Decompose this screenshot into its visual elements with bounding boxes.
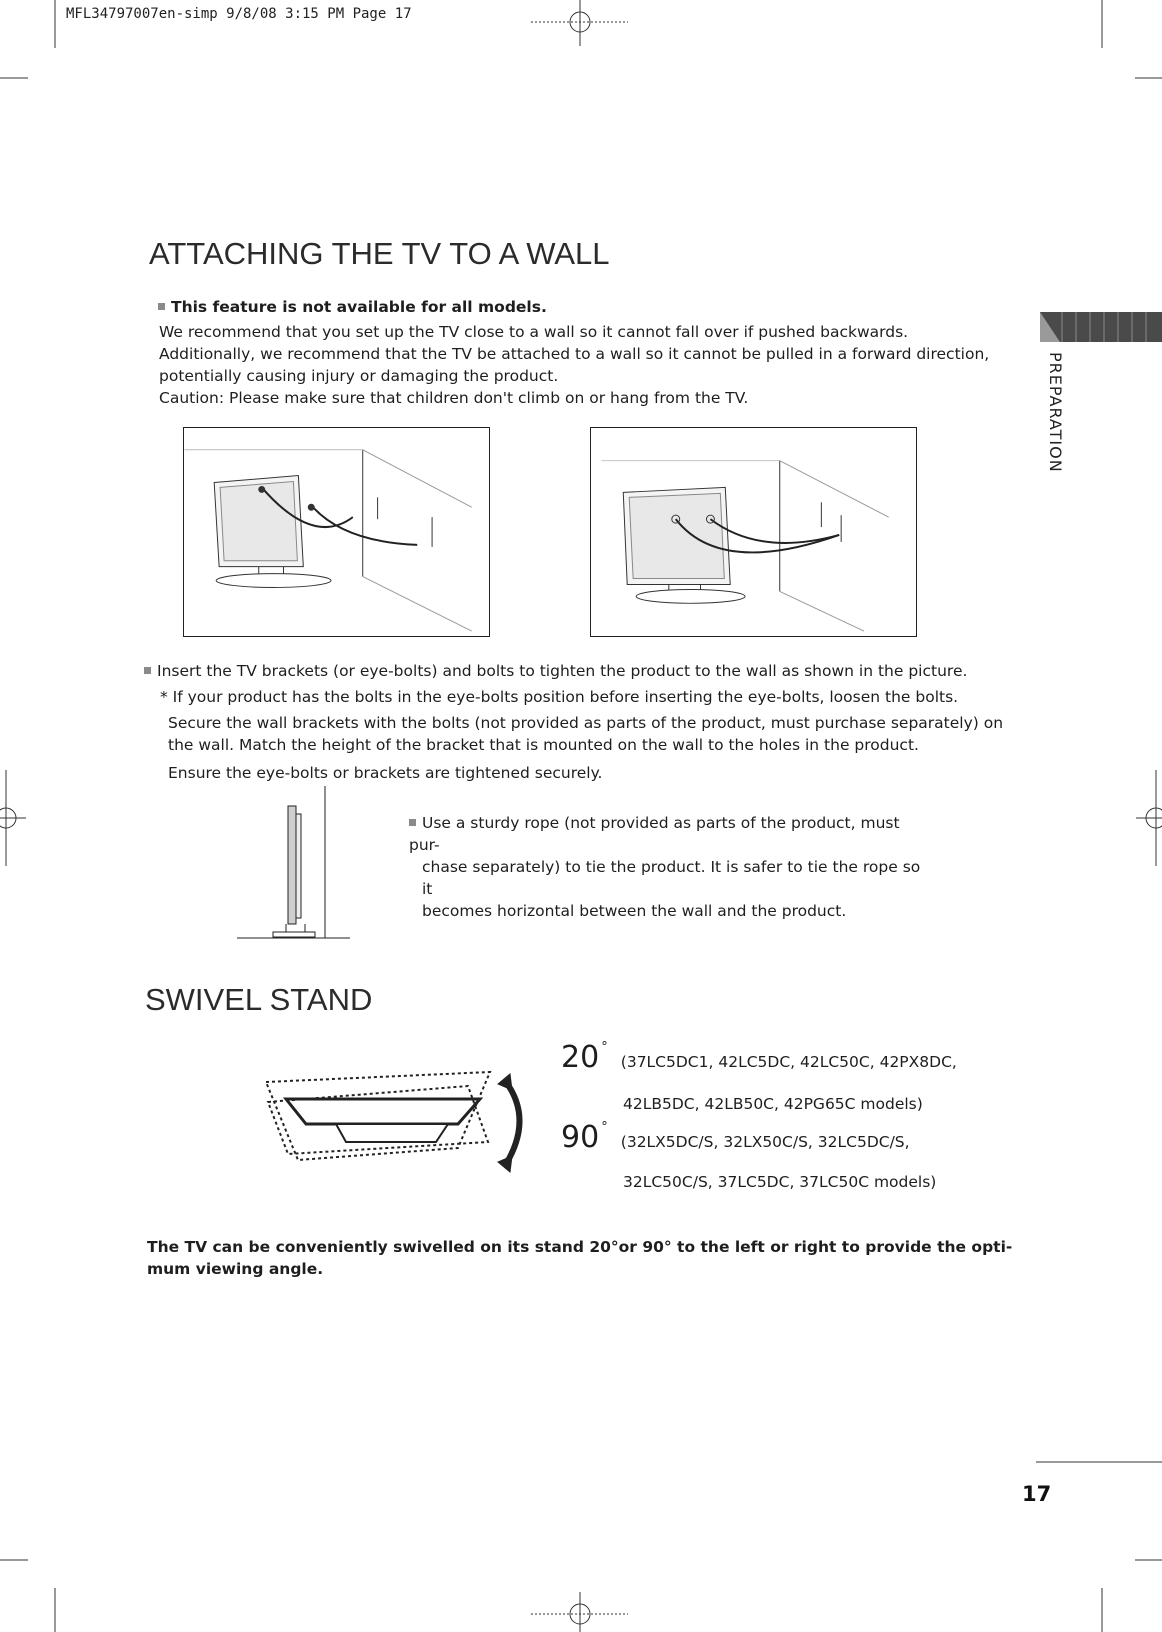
section-title-wall: ATTACHING THE TV TO A WALL [149, 236, 610, 271]
instructions-main [144, 660, 1044, 682]
angle-20-number: 20 [561, 1040, 600, 1075]
bullet-icon [409, 819, 416, 826]
rope-tie-illustration [235, 786, 355, 942]
wall-mount-illustration-2 [590, 427, 917, 637]
intro-line: potentially causing injury or damaging the product. [159, 367, 559, 385]
section-tab-label: PREPARATION [1046, 352, 1065, 473]
instructions-star-note: * If your product has the bolts in the eye-bolts position before inserting the eye-bolts, loosen the bolts. [160, 688, 959, 706]
swivel-stand-illustration [258, 1064, 523, 1176]
print-header: MFL34797007en-simp 9/8/08 3:15 PM Page 17 [66, 6, 412, 22]
instructions-main-text: Insert the TV brackets (or eye-bolts) and bolts to tighten the product to the wall as shown in the picture. [157, 662, 968, 680]
intro-paragraph [159, 321, 999, 409]
section-title-swivel: SWIVEL STAND [145, 982, 373, 1017]
wall-mount-illustration-1 [183, 427, 490, 637]
instructions-ensure: Ensure the eye-bolts or brackets are tightened securely. [168, 764, 603, 782]
intro-line: We recommend that you set up the TV close to a wall so it cannot fall over if pushed backwards. [159, 323, 909, 341]
page-number: 17 [1022, 1482, 1052, 1506]
bullet-icon [158, 303, 165, 310]
swivel-description-line: mum viewing angle. [147, 1260, 324, 1278]
angle-20-value [561, 1040, 608, 1075]
angle-20-models-line-1: (37LC5DC1, 42LC5DC, 42LC50C, 42PX8DC, [620, 1053, 957, 1071]
instructions-secure-line: Secure the wall brackets with the bolts (not provided as parts of the product, must purchase separately) on [168, 714, 1004, 732]
angle-90-unit: ° [601, 1120, 608, 1135]
angle-20-block [561, 1040, 957, 1075]
rope-note-line-1 [409, 812, 929, 856]
angle-90-block [561, 1120, 910, 1155]
instructions-secure [168, 712, 1028, 756]
instructions-secure-line: the wall. Match the height of the bracket that is mounted on the wall to the holes in the product. [168, 736, 919, 754]
rope-note-line: chase separately) to tie the product. It is safer to tie the rope so it [422, 858, 921, 898]
section-tab-bar [1040, 312, 1162, 342]
angle-90-models-line-1: (32LX5DC/S, 32LX50C/S, 32LC5DC/S, [620, 1133, 910, 1151]
intro-line: Caution: Please make sure that children don't climb on or hang from the TV. [159, 389, 749, 407]
angle-20-models-line-2: 42LB5DC, 42LB50C, 42PG65C models) [623, 1095, 923, 1113]
angle-20-unit: ° [601, 1040, 608, 1055]
availability-note-text: This feature is not available for all models. [171, 298, 547, 316]
angle-90-number: 90 [561, 1120, 600, 1155]
swivel-description-line: The TV can be conveniently swivelled on its stand 20°or 90° to the left or right to provide the opti- [147, 1238, 1013, 1256]
rope-note [409, 812, 929, 922]
intro-line: Additionally, we recommend that the TV be attached to a wall so it cannot be pulled in a forward direction, [159, 345, 990, 363]
availability-note [158, 296, 547, 318]
bullet-icon [144, 667, 151, 674]
swivel-description [147, 1236, 1027, 1280]
rope-note-line: becomes horizontal between the wall and the product. [422, 902, 847, 920]
angle-90-models-line-2: 32LC50C/S, 37LC5DC, 37LC50C models) [623, 1173, 937, 1191]
rope-note-text: Use a sturdy rope (not provided as parts of the product, must pur- [409, 814, 900, 854]
angle-90-value [561, 1120, 608, 1155]
